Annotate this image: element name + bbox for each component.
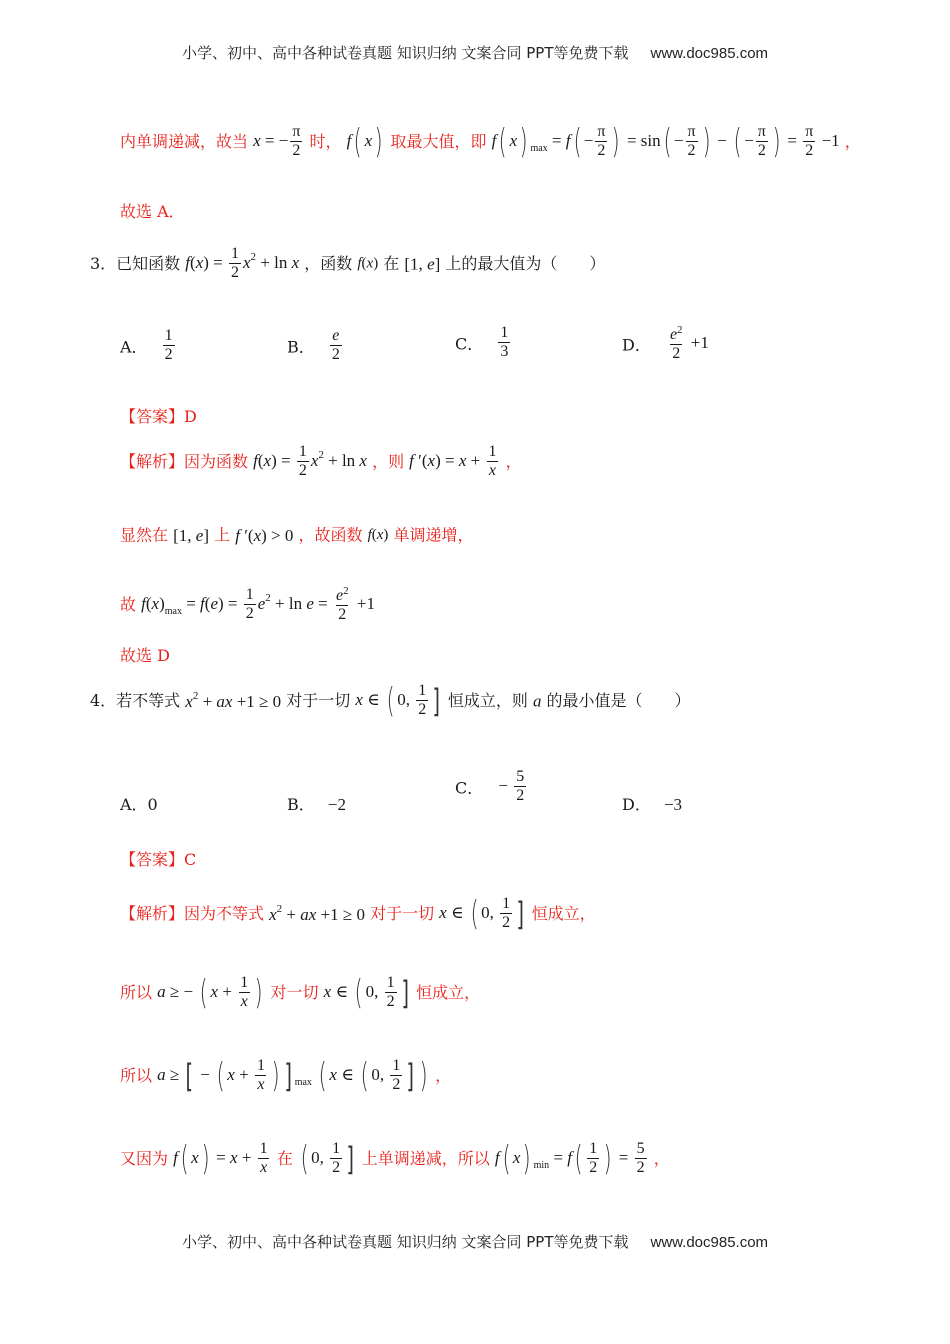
- q4-stem: 4．若不等式 $x^2$ + ax +1 ≥ 0 对于一切 x ∈ ( 0, $\frac{1}{2}$ ] 恒成立，则 a 的最小值是（ ）: [90, 680, 691, 721]
- q3-answer: 【答案】D: [120, 407, 197, 426]
- q3-analysis-2: 显然在 [1, e] 上 f ′(x) > 0 ，故函数 f(x) 单调递增，: [120, 525, 474, 545]
- q3-number: 3．已知函数: [90, 253, 181, 273]
- q3-option-a[interactable]: A． $\frac{1}{2}$: [120, 327, 173, 363]
- q3-mid: ，函数: [304, 253, 353, 273]
- sol2-text-3: 取最大值，即: [390, 131, 487, 151]
- footer-text: 小学、初中、高中各种试卷真题 知识归纳 文案合同 PPT等免费下载: [181, 1233, 629, 1251]
- q3-choice: 故选 D: [120, 646, 170, 665]
- q4-option-b[interactable]: B． −2: [287, 795, 346, 814]
- footer-site[interactable]: www.doc985.com: [650, 1234, 769, 1251]
- q3-option-c[interactable]: C． $\frac{1}{3}$: [455, 324, 509, 360]
- q3-end: 上的最大值为（ ）: [445, 253, 606, 273]
- header-text: 小学、初中、高中各种试卷真题 知识归纳 文案合同 PPT等免费下载: [181, 44, 629, 62]
- q4-analysis-3: 所以 a ≥ [ − ( x + $\frac{1}{x}$ ) ] $_{max}$ ( x ∈ ( 0, $\frac{1}{2}$ ] ) ，: [120, 1055, 452, 1096]
- q3-option-d[interactable]: D． $\frac{e^2}{2}$ +1: [622, 324, 709, 362]
- q4-option-c[interactable]: C． − $\frac{5}{2}$: [455, 768, 525, 804]
- q4-answer: 【答案】C: [120, 850, 197, 869]
- q3-option-b[interactable]: B． $\frac{e}{2}$: [287, 327, 340, 363]
- q3-in: 在: [383, 253, 400, 273]
- page-footer: [0, 1231, 950, 1252]
- sol2-text-2: 时，: [309, 131, 342, 151]
- sol2-text-1: 内单调递减，故当: [120, 131, 249, 151]
- header-site[interactable]: www.doc985.com: [650, 45, 769, 62]
- q3-analysis-3: 故 $f(x)_{max} = f(e)$ = $\frac{1}{2}$ $e^2 + \ln e$ = $\frac{e^2}{2}$ +1: [120, 585, 375, 623]
- page-header: [0, 42, 950, 63]
- q4-analysis-2: 所以 a ≥ − ( x + $\frac{1}{x}$ ) 对一切 x ∈ ( 0, $\frac{1}{2}$ ] 恒成立，: [120, 972, 481, 1013]
- q3-analysis-1: 【解析】因为函数 f(x) = $\frac{1}{2}$ $x^2 + \ln x$ ，则 f ′(x) = x + $\frac{1}{x}$ ，: [120, 443, 522, 479]
- sol2-line: 内单调递减，故当 x = − $\frac{\pi}{2}$ 时， f( x) 取最大值，即 f( x) $_{max}$ = f( − $\frac{\pi}{2}$ ) = sin( − $\frac{\pi}{2}$ ) − ( − $\frac{\pi}{2}$ ) = $\frac{\pi}{2}$ −1 ，: [120, 121, 861, 162]
- q4-analysis-4: 又因为 f( x) = x + $\frac{1}{x}$ 在 ( 0, $\frac{1}{2}$ ] 上单调递减，所以 f( x) $_{min}$ = f( $\frac{1}{2}$ ) = $\frac{5}{2}$ ，: [120, 1138, 670, 1179]
- sol2-choice: 故选 A．: [120, 202, 185, 221]
- q4-option-a[interactable]: A．0: [120, 795, 158, 814]
- q3-stem: 3．已知函数 f(x) = $\frac{1}{2}$ $x^2 + \ln x$ ，函数 f(x) 在 [1, e] 上的最大值为（ ）: [90, 245, 606, 281]
- q4-option-d[interactable]: D． −3: [622, 795, 683, 814]
- sol2-text-4: ，: [844, 131, 861, 151]
- q4-analysis-1: 【解析】因为不等式 $x^2$ + ax +1 ≥ 0 对于一切 x ∈ ( 0, $\frac{1}{2}$ ] 恒成立，: [120, 893, 596, 934]
